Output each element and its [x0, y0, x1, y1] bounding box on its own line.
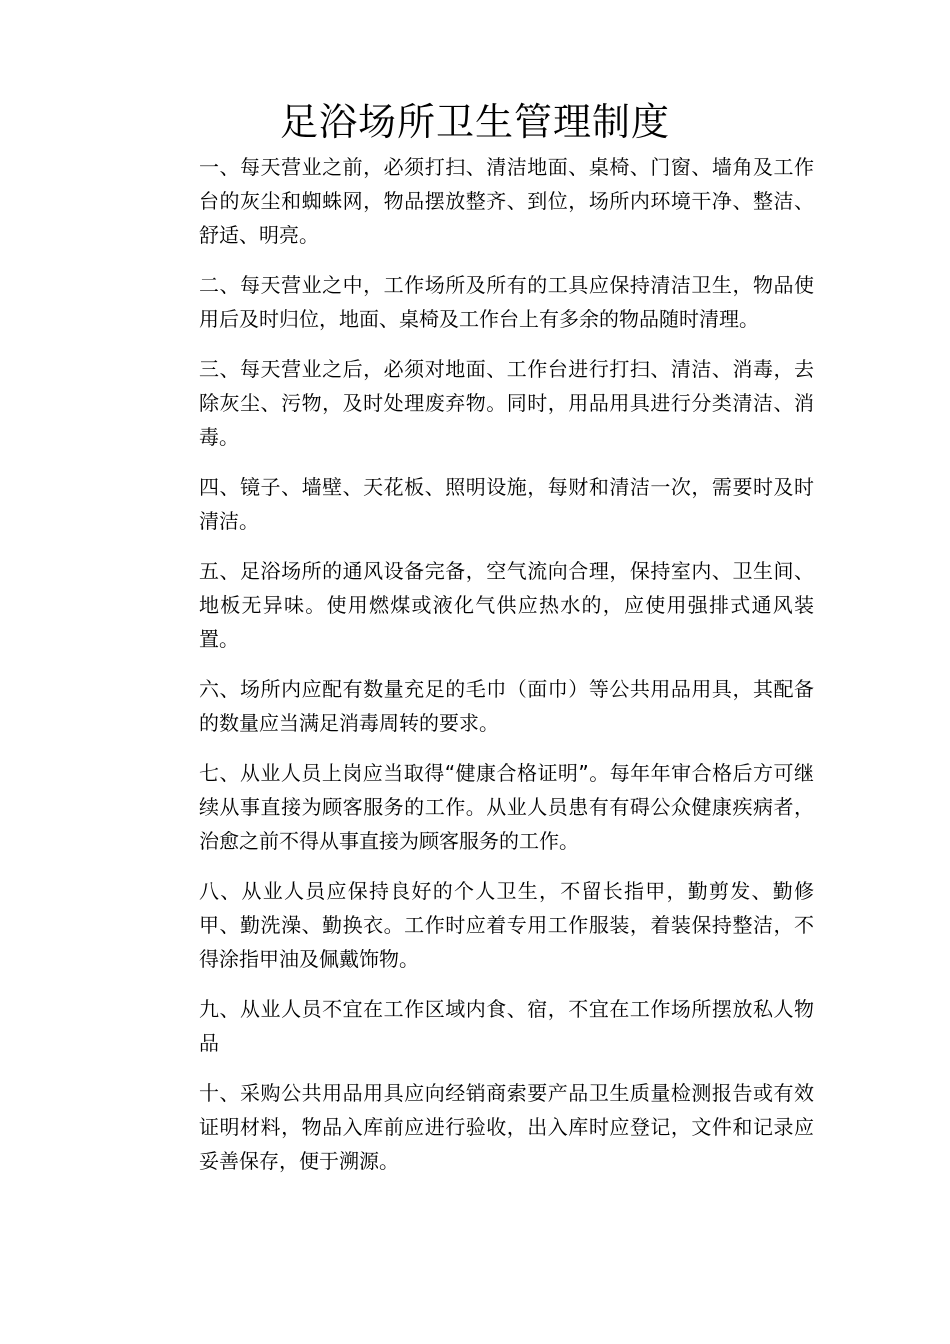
paragraph-4: 四、镜子、墙壁、天花板、照明设施，每财和清洁一次，需要时及时清洁。 — [199, 475, 814, 533]
paragraph-10: 十、采购公共用品用具应向经销商索要产品卫生质量检测报告或有效证明材料，物品入库前应进行验收，出入库时应登记，文件和记录应妥善保存，便于溯源。 — [199, 1081, 814, 1173]
paragraph-8: 八、从业人员应保持良好的个人卫生，不留长指甲，勤剪发、勤修甲、勤洗澡、勤换衣。工作时应着专用工作服装，着装保持整洁，不得涂指甲油及佩戴饰物。 — [199, 879, 814, 971]
document-body — [199, 150, 814, 1194]
paragraph-3: 三、每天营业之后，必须对地面、工作台进行打扫、清洁、消毒，去除灰尘、污物，及时处理废弃物。同时，用品用具进行分类清洁、消毒。 — [199, 357, 814, 449]
paragraph-7: 七、从业人员上岗应当取得“健康合格证明”。每年年审合格后方可继续从事直接为顾客服务的工作。从业人员患有有碍公众健康疾病者，治愈之前不得从事直接为顾客服务的工作。 — [199, 761, 814, 853]
paragraph-6: 六、场所内应配有数量充足的毛巾（面巾）等公共用品用具，其配备的数量应当满足消毒周转的要求。 — [199, 677, 814, 735]
paragraph-5: 五、足浴场所的通风设备完备，空气流向合理，保持室内、卫生间、地板无异味。使用燃煤或液化气供应热水的，应使用强排式通风装置。 — [199, 559, 814, 651]
paragraph-2: 二、每天营业之中，工作场所及所有的工具应保持清洁卫生，物品使用后及时归位，地面、桌椅及工作台上有多余的物品随时清理。 — [199, 273, 814, 331]
paragraph-9: 九、从业人员不宜在工作区域内食、宿，不宜在工作场所摆放私人物品 — [199, 997, 814, 1055]
document-title: 足浴场所卫生管理制度 — [279, 100, 670, 144]
paragraph-1: 一、每天营业之前，必须打扫、清洁地面、桌椅、门窗、墙角及工作台的灰尘和蜘蛛网，物品摆放整齐、到位，场所内环境干净、整洁、舒适、明亮。 — [199, 155, 814, 247]
